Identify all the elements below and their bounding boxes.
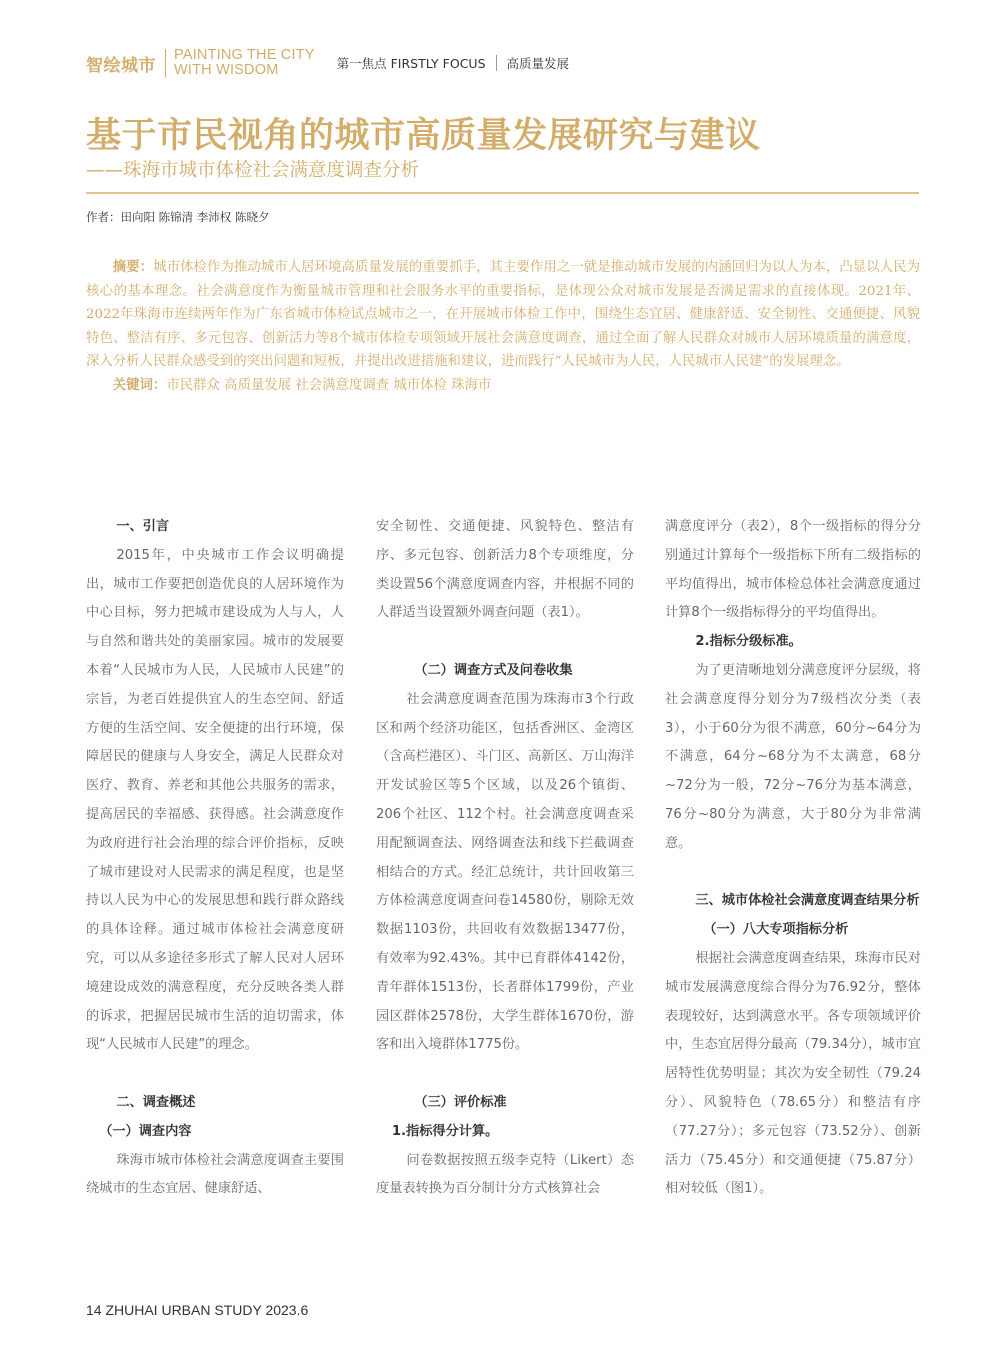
body-column-2 [376,513,634,1204]
heading-survey-overview: 二、调查概述 [116,1094,196,1110]
heading-eight-indicators: （一）八大专项指标分析 [703,922,849,938]
brand-en-line1: PAINTING THE CITY [174,47,315,63]
brand-divider [165,49,166,77]
article-title: 基于市民视角的城市高质量发展研究与建议 [86,116,761,156]
heading-survey-content: （一）调查内容 [99,1123,192,1139]
running-header [86,46,569,80]
abstract [86,256,920,374]
article-subtitle: ——珠海市城市体检社会满意度调查分析 [86,160,420,181]
body-column-3 [665,513,921,1204]
paragraph-survey-content: 珠海市城市体检社会满意度调查主要围绕城市的生态宜居、健康舒适、 [86,1152,344,1197]
section-label [337,54,569,72]
paragraph-score-calc-cont: 满意度评分（表2），8个一级指标的得分分别通过计算每个一级指标下所有二级指标的平均值得出，城市体检总体社会满意度通过计算8个一级指标得分的平均值得出。 [665,519,921,621]
heading-survey-method: （二）调查方式及问卷收集 [414,662,573,678]
heading-criteria: （三）评价标准 [414,1094,507,1110]
authors: 作者：田向阳 陈锦清 李沛权 陈晓夕 [86,210,270,224]
section-name: 第一焦点 FIRSTLY FOCUS [336,56,486,71]
page-footer: 14 ZHUHAI URBAN STUDY 2023.6 [86,1302,309,1318]
heading-score-calc: 1.指标得分计算。 [391,1123,499,1139]
paragraph-survey-method: 社会满意度调查范围为珠海市3个行政区和两个经济功能区，包括香洲区、金湾区（含高栏港区）、斗门区、高新区、万山海洋开发试验区等5个区域，以及26个镇街、206个社区、112个村。社会满意度调查采用配额调查法、网络调查法和线下拦截调查相结合的方式。经汇总统计，共计回收第三方体检满意度调查问卷14580份，剔除无效数据1103份，共回收有效数据13477份，有效率为92.43%。其中已育群体4142份，青年群体1513份，长者群体1799份，产业园区群体2578份，大学生群体1670份，游客和出入境群体1775份。 [376,691,634,1053]
paragraph-score-calc: 问卷数据按照五级李克特（Likert）态度量表转换为百分制计分方式核算社会 [376,1152,634,1197]
section-divider [496,55,497,71]
brand-name-cn: 智绘城市 [86,55,156,76]
heading-grade-standard: 2.指标分级标准。 [695,634,802,650]
abstract-text: 城市体检作为推动城市人居环境高质量发展的重要抓手，其主要作用之一就是推动城市发展的内涵回归为以人为本，凸显以人民为核心的基本理念。社会满意度作为衡量城市管理和社会服务水平的重要指标，是体现公众对城市发展是否满足需求的直接体现。2021年、2022年珠海市连续两年作为广东省城市体检试点城市之一，在开展城市体检工作中，围绕生态宜居、健康舒适、安全韧性、交通便捷、风貌特色、整洁有序、多元包容、创新活力等8个城市体检专项领域开展社会满意度调查，通过全面了解人民群众对城市人居环境质量的满意度，深入分析人民群众感受到的突出问题和短板，并提出改进措施和建议，进而践行“人民城市为人民，人民城市人民建”的发展理念。 [86,260,921,370]
keywords [86,374,920,398]
paragraph-eight-indicators: 根据社会满意度调查结果，珠海市民对城市发展满意度综合得分为76.92分，整体表现较好，达到满意水平。各专项领域评价中，生态宜居得分最高（79.34分），城市宜居特性优势明显；其次为安全韧性（79.24分）、风貌特色（78.65分）和整洁有序（77.27分）；多元包容（73.52分）、创新活力（75.45分）和交通便捷（75.87分）相对较低（图1）。 [665,950,921,1197]
heading-results: 三、城市体检社会满意度调查结果分析 [695,893,920,909]
keywords-text: 市民群众 高质量发展 社会满意度调查 城市体检 珠海市 [166,377,492,393]
heading-introduction: 一、引言 [116,519,170,534]
abstract-label: 摘要： [112,259,154,275]
brand-en-line2: WITH WISDOM [174,62,279,78]
brand-name-en [174,48,315,78]
section-topic: 高质量发展 [506,56,570,71]
paragraph-grade-standard: 为了更清晰地划分满意度评分层级，将社会满意度得分划分为7级档次分类（表3），小于60分为很不满意，60分~64分为不满意，64分~68分为不太满意，68分~72分为一般，72分~76分为基本满意，76分~80分为满意，大于80分为非常满意。 [665,662,921,851]
abstract-block [86,256,920,398]
body-column-1 [86,513,344,1204]
paragraph-survey-content-cont: 安全韧性、交通便捷、风貌特色、整洁有序、多元包容、创新活力8个专项维度，分类设置56个满意度调查内容，并根据不同的人群适当设置额外调查问题（表1）。 [376,519,634,621]
title-rule [86,192,919,194]
paragraph-introduction: 2015年，中央城市工作会议明确提出，城市工作要把创造优良的人居环境作为中心目标，努力把城市建设成为人与人，人与自然和谐共处的美丽家园。城市的发展要本着“人民城市为人民，人民城市人民建”的宗旨，为老百姓提供宜人的生态空间、舒适方便的生活空间、安全便捷的出行环境，保障居民的健康与人身安全，满足人民群众对医疗、教育、养老和其他公共服务的需求，提高居民的幸福感、获得感。社会满意度作为政府进行社会治理的综合评价指标，反映了城市建设对人民需求的满足程度，也是坚持以人民为中心的发展思想和践行群众路线的具体诠释。通过城市体检社会满意度研究，可以从多途径多形式了解人民对人居环境建设成效的满意程度，充分反映各类人群的诉求，把握居民城市生活的迫切需求，体现“人民城市人民建”的理念。 [86,547,344,1053]
keywords-label: 关键词： [112,376,167,393]
